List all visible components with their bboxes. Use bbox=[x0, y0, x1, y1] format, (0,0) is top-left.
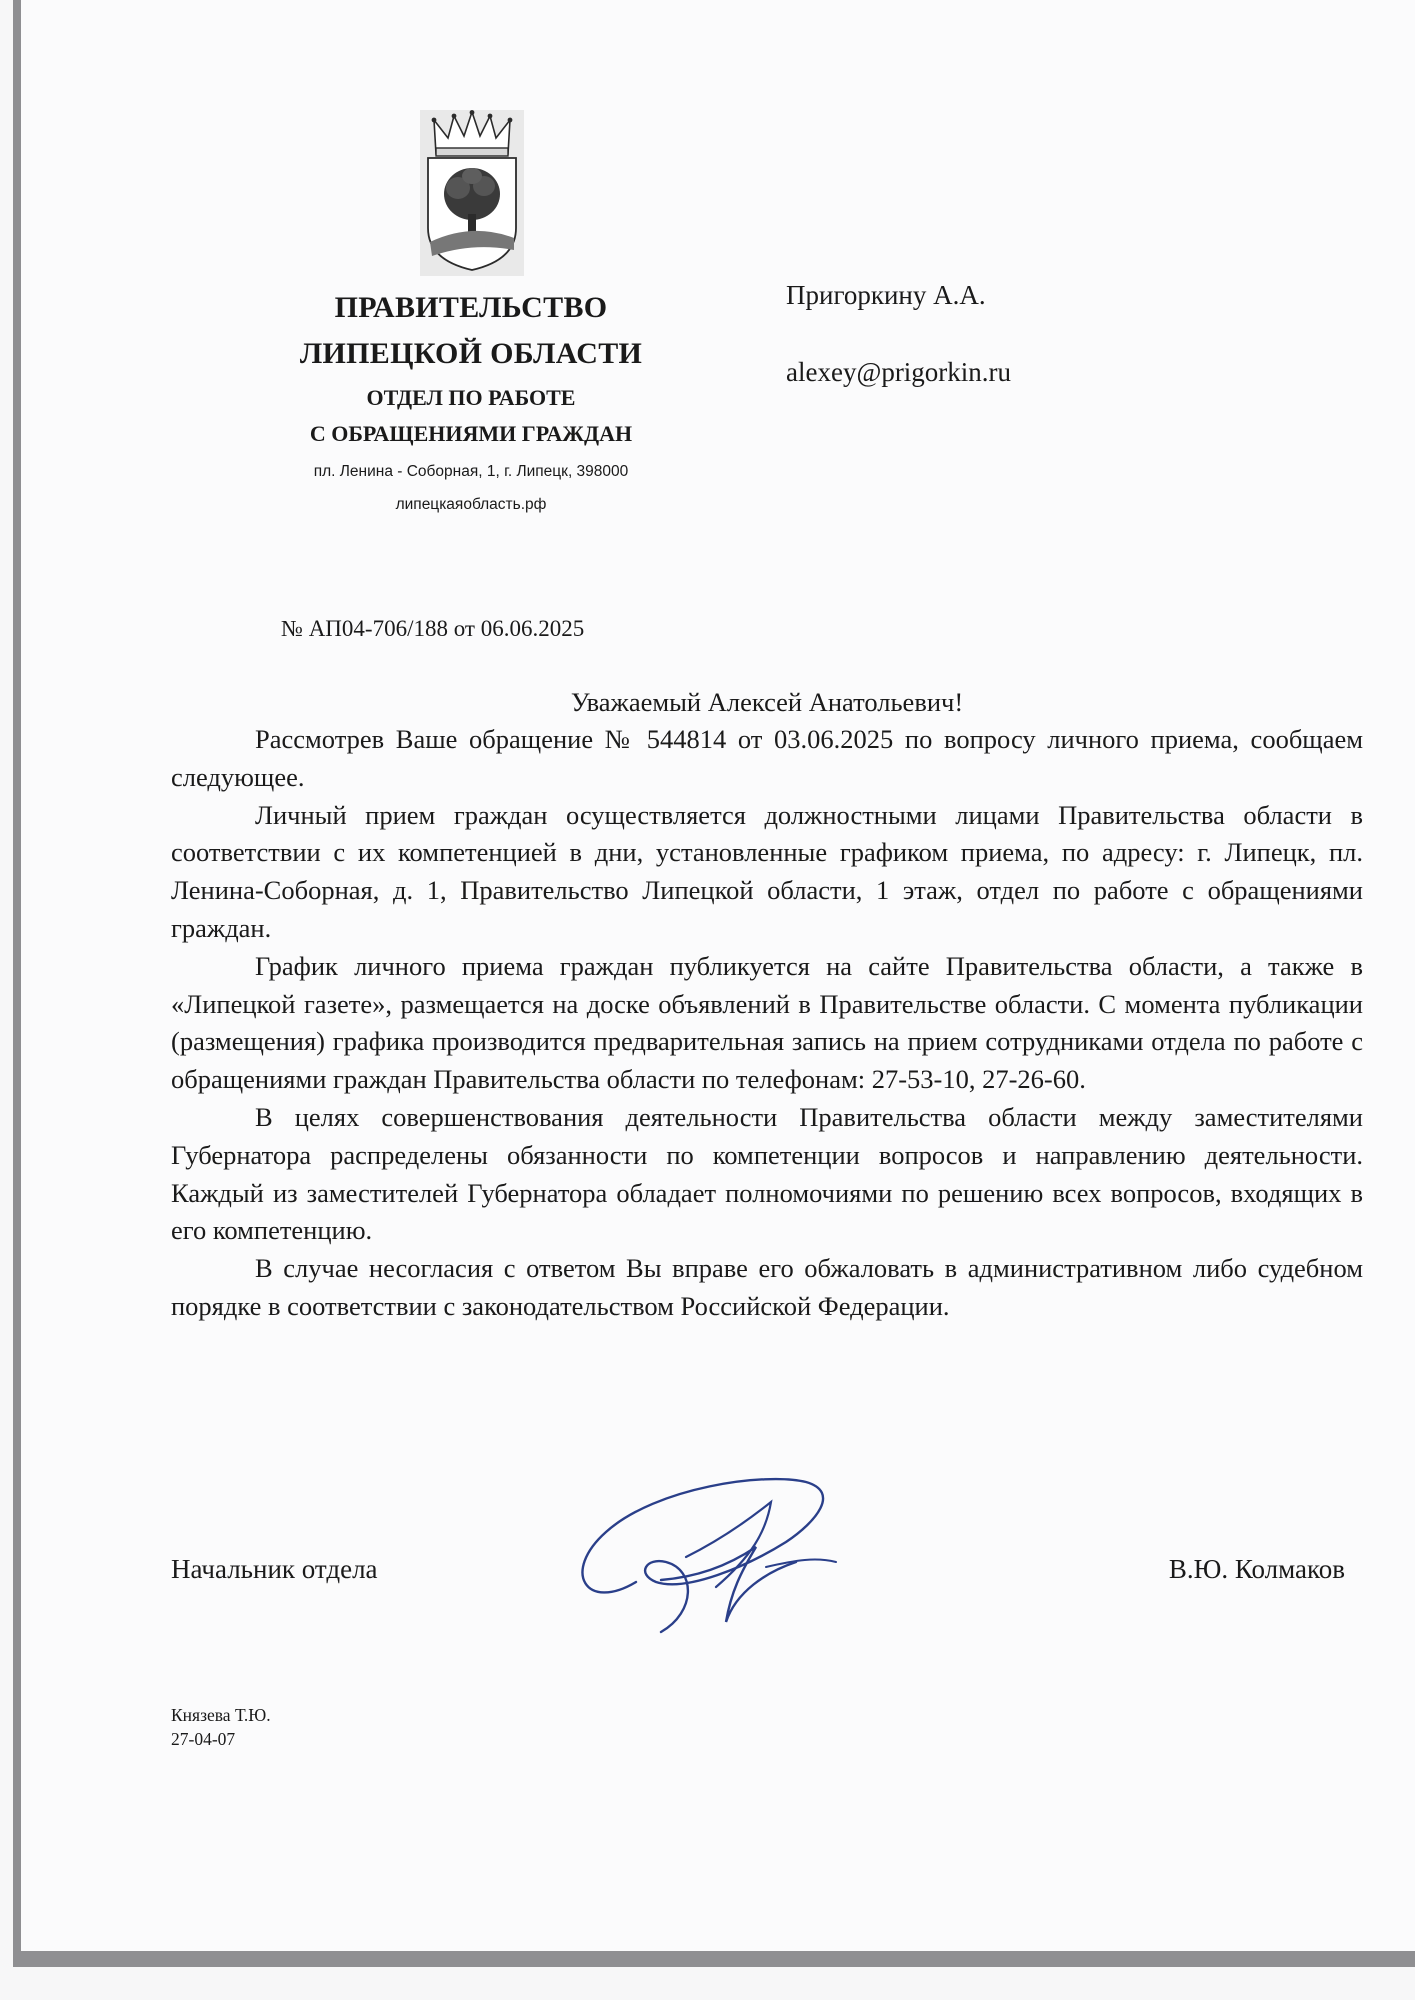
paragraph-5: В случае несогласия с ответом Вы вправе его обжаловать в административном либо судебном порядке в соответствии с законодательством Российской Федерации. bbox=[171, 1253, 1363, 1321]
executor-name: Князева Т.Ю. bbox=[171, 1705, 271, 1725]
paragraph-4: В целях совершенствования деятельности Правительства области между заместителями Губернатора распределены обязанности по компетенции вопросов и направлению деятельности. Каждый из заместителей Губернатора обладает полномочиями по решению всех вопросов, входящих в его компетенцию. bbox=[171, 1101, 1363, 1246]
document-reference-number: № АП04-706/188 от 06.06.2025 bbox=[281, 616, 585, 641]
paragraph-3: График личного приема граждан публикуется на сайте Правительства области, а также в «Липецкой газете», размещается на доске объявлений в Правительстве области. С момента публикации (размещения) графика производится предварительная запись на прием сотрудниками отдела по работе с обращениями граждан Правительства области по телефонам: 27-53-10, 27-26-60. bbox=[171, 950, 1363, 1095]
paragraph-2: Личный прием граждан осуществляется должностными лицами Правительства области в соответствии с их компетенцией в дни, установленные графиком приема, по адресу: г. Липецк, пл. Ленина-Соборная, д. 1, Правительство Липецкой области, 1 этаж, отдел по работе с обращениями граждан. bbox=[171, 799, 1363, 943]
letter-page bbox=[13, 0, 1415, 1967]
org-name-line-2: ЛИПЕЦКОЙ ОБЛАСТИ bbox=[299, 337, 643, 370]
department-name-line-1: ОТДЕЛ ПО РАБОТЕ bbox=[366, 385, 576, 410]
org-website: липецкаяобласть.рф bbox=[395, 496, 547, 513]
signatory-position: Начальник отдела bbox=[171, 1554, 378, 1584]
org-address: пл. Ленина - Соборная, 1, г. Липецк, 398000 bbox=[313, 463, 629, 480]
paragraph-1: Рассмотрев Ваше обращение № 544814 от 03.06.2025 по вопросу личного приема, сообщаем следующее. bbox=[171, 724, 1363, 792]
executor-phone: 27-04-07 bbox=[171, 1729, 236, 1749]
salutation: Уважаемый Алексей Анатольевич! bbox=[570, 687, 964, 717]
recipient-name: Пригоркину А.А. bbox=[786, 280, 986, 310]
org-name-line-1: ПРАВИТЕЛЬСТВО bbox=[334, 291, 608, 324]
recipient-email: alexey@prigorkin.ru bbox=[786, 357, 1012, 387]
handwritten-signature bbox=[566, 1462, 851, 1652]
lipetsk-coat-of-arms-emblem bbox=[420, 110, 524, 276]
department-name-line-2: С ОБРАЩЕНИЯМИ ГРАЖДАН bbox=[309, 421, 633, 446]
signatory-name: В.Ю. Колмаков bbox=[1168, 1554, 1345, 1584]
letter-body bbox=[171, 721, 1363, 1326]
